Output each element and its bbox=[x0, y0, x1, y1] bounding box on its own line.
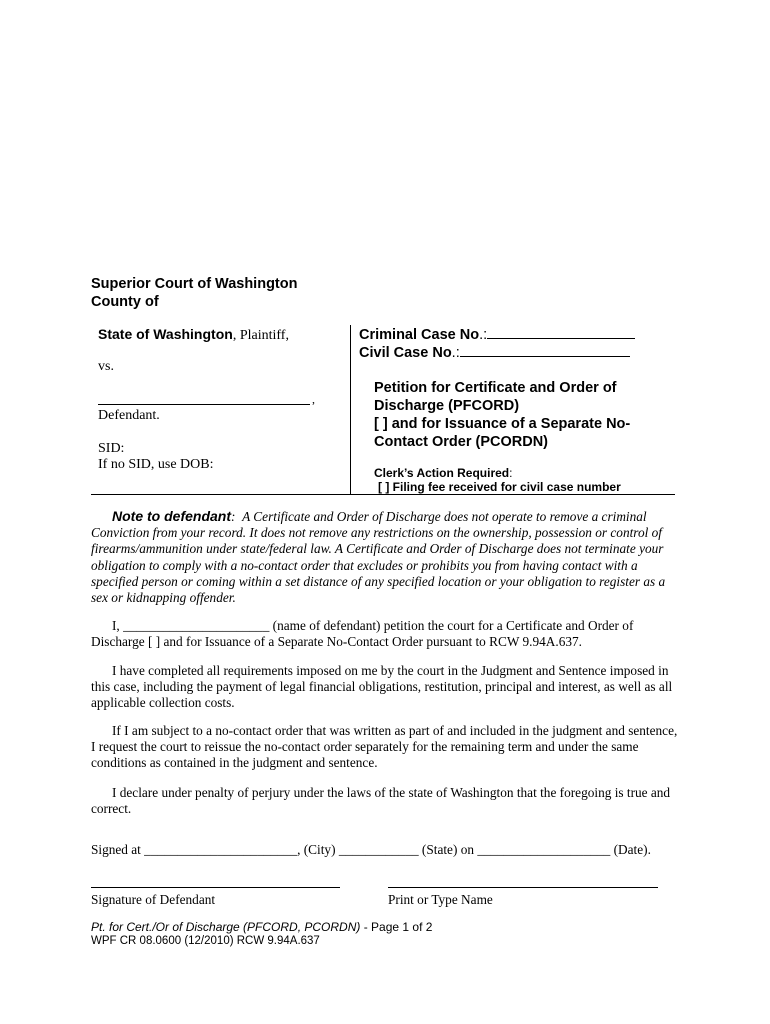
footer-form-title bbox=[91, 920, 432, 934]
signed-at-line: Signed at _______________________, (City) ____________ (State) on ____________________ (Date). bbox=[91, 842, 651, 857]
title-line-4: Contact Order (PCORDN) bbox=[374, 434, 549, 450]
criminal-case-number bbox=[359, 326, 635, 344]
note-lead-colon: : bbox=[231, 509, 236, 524]
title-line-3: [ ] and for Issuance of a Separate No- bbox=[374, 416, 631, 432]
sid-label: SID: bbox=[98, 441, 125, 456]
defendant-label: Defendant. bbox=[98, 408, 160, 423]
clerk-action bbox=[374, 465, 512, 481]
title-line-1: Petition for Certificate and Order of bbox=[374, 380, 617, 396]
note-to-defendant bbox=[91, 508, 680, 606]
note-text: A Certificate and Order of Discharge does not operate to remove a criminal Conviction from your record. It does not remove any restrictions on the ownership, possession or control of firearms/ammunition under state/federal law. A Certificate and Order of Discharge does not terminate your obligation to comply with a no-contact order that excludes or prohibits you from having contact with a specified person or coming within a set distance of any specified location or your obligation to register as a sex or kidnapping offender. bbox=[91, 509, 666, 606]
no-contact-paragraph: If I am subject to a no-contact order that was written as part of and included in the judgment and sentence, I request the court to reissue the no-contact order separately for the remaining term and under the same conditions as contained in the judgment and sentence. bbox=[91, 723, 678, 771]
criminal-case-colon: .: bbox=[479, 327, 488, 343]
footer-form-id: WPF CR 08.0600 (12/2010) RCW 9.94A.637 bbox=[91, 935, 320, 947]
civil-case-colon: .: bbox=[451, 345, 460, 361]
signature-line[interactable] bbox=[91, 887, 340, 888]
print-name-line[interactable] bbox=[388, 887, 658, 888]
plaintiff-name: State of Washington bbox=[98, 326, 233, 342]
petition-paragraph: I, ______________________ (name of defendant) petition the court for a Certificate and Order of Discharge [ ] and for Issuance of a Separate No-Contact Order pursuant to RCW 9.94A.637. bbox=[91, 618, 634, 650]
completion-paragraph: I have completed all requirements imposed on me by the court in the Judgment and Sentence imposed in this case, including the payment of legal financial obligations, restitution, principal and interest, as well as all applicable collection costs. bbox=[91, 663, 673, 711]
plaintiff-line bbox=[98, 326, 289, 344]
criminal-case-label: Criminal Case No bbox=[359, 327, 480, 343]
clerk-action-label: Clerk’s Action Required bbox=[374, 466, 510, 480]
declaration-paragraph: I declare under penalty of perjury under the laws of the state of Washington that the foregoing is true and correct. bbox=[91, 785, 671, 817]
title-line-2: Discharge (PFCORD) bbox=[374, 398, 520, 414]
civil-case-label: Civil Case No bbox=[359, 345, 452, 361]
plaintiff-role: , Plaintiff, bbox=[232, 328, 289, 343]
criminal-case-field[interactable] bbox=[487, 326, 635, 339]
document-title bbox=[374, 379, 664, 451]
defendant-comma: , bbox=[312, 392, 315, 406]
note-lead: Note to defendant bbox=[112, 508, 231, 524]
defendant-name-line[interactable] bbox=[98, 404, 310, 405]
footer-page: - Page 1 of 2 bbox=[360, 920, 433, 934]
dob-label: If no SID, use DOB: bbox=[98, 457, 214, 472]
clerk-action-colon: : bbox=[509, 466, 513, 480]
footer-title: Pt. for Cert./Or of Discharge (PFCORD, PCORDN) bbox=[91, 920, 361, 934]
versus-label: vs. bbox=[98, 359, 114, 374]
civil-case-number bbox=[359, 344, 630, 362]
county-label: County of bbox=[91, 294, 159, 310]
caption-divider bbox=[350, 325, 351, 495]
filing-fee-checkbox-line[interactable]: [ ] Filing fee received for civil case number bbox=[378, 480, 621, 494]
print-name-label: Print or Type Name bbox=[388, 892, 493, 907]
court-heading bbox=[91, 275, 297, 311]
civil-case-field[interactable] bbox=[460, 344, 630, 357]
court-name: Superior Court of Washington bbox=[91, 276, 298, 292]
signature-label: Signature of Defendant bbox=[91, 892, 216, 907]
caption-bottom-rule bbox=[91, 494, 675, 495]
